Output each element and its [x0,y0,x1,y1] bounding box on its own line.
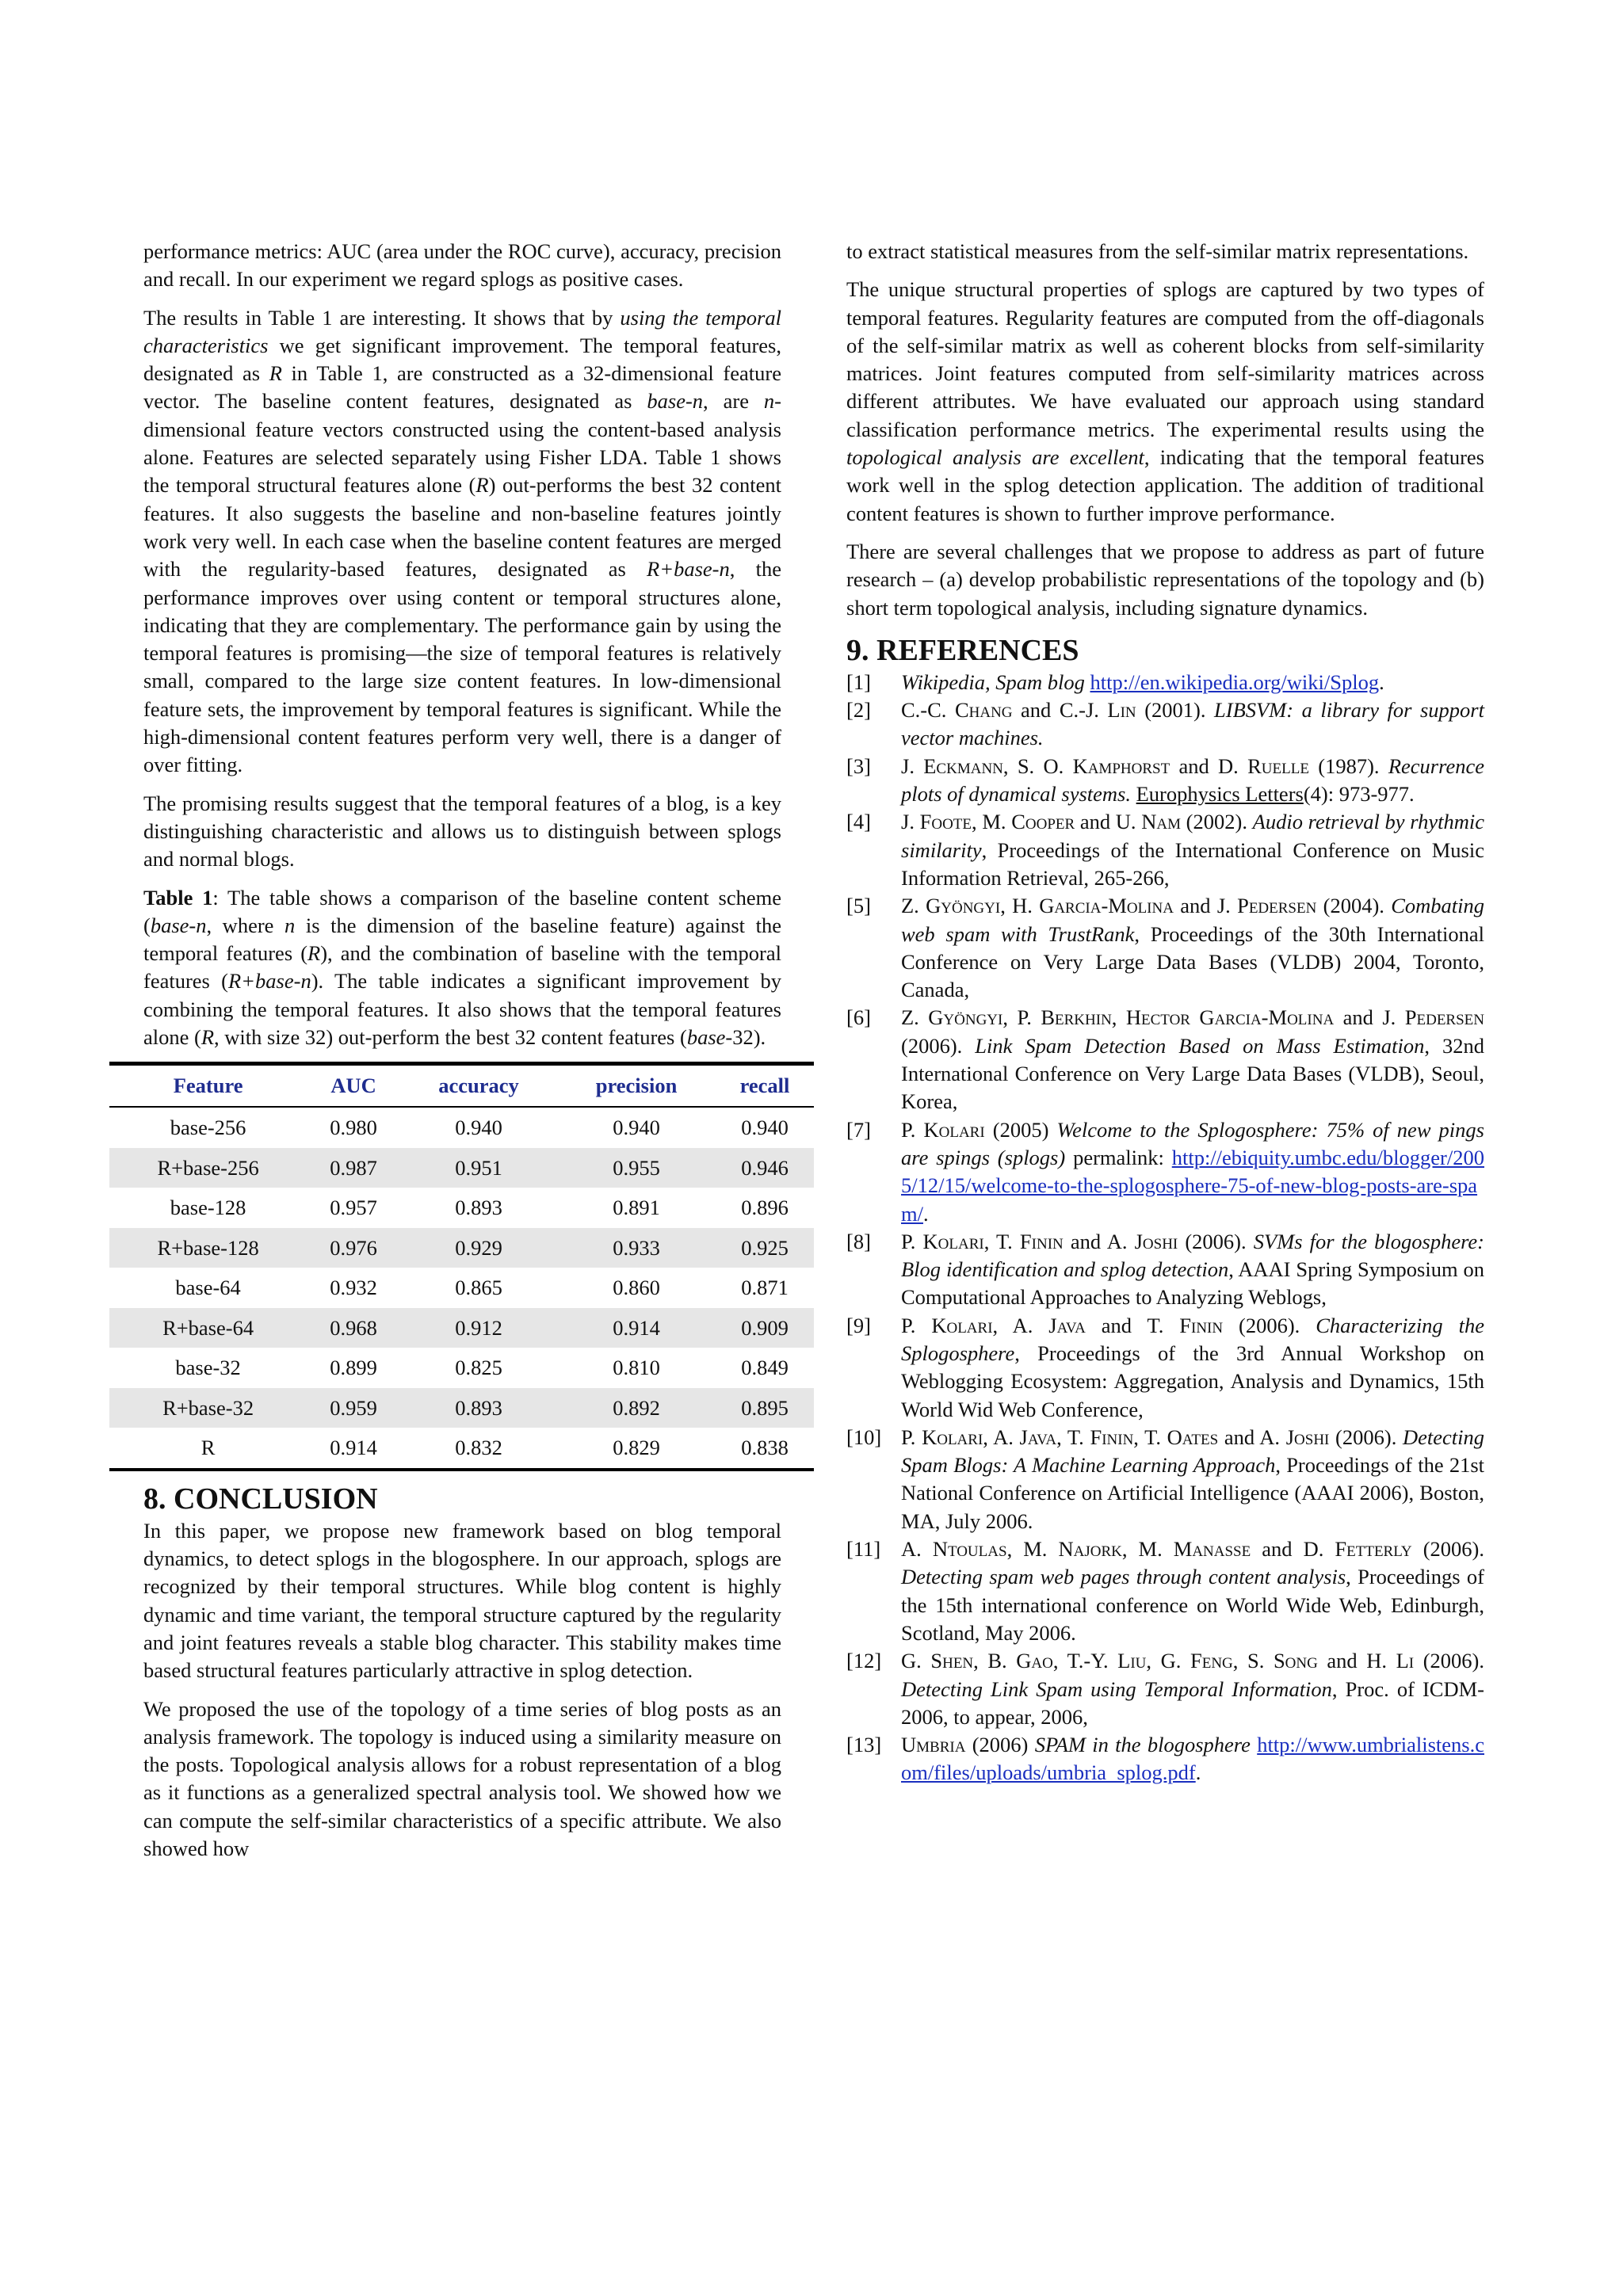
emphasis: R+base-n [647,557,730,582]
ref-number: [2] [846,698,871,723]
reference-7 [846,1116,1484,1228]
author: Pedersen [1237,894,1317,918]
reference-9 [846,1312,1484,1424]
table-row [109,1268,814,1308]
cell: R [200,1436,216,1460]
text: , [1111,1005,1126,1030]
author: Manasse [1173,1537,1251,1562]
results-table [109,1062,814,1471]
text: J. [901,810,920,834]
ref-number: [7] [846,1117,871,1142]
text: ). The table indicates a significant improvement by combining the temporal features. It also shows that the temporal features alone ( [143,969,782,1050]
text: and D. [1251,1537,1335,1562]
cell: 0.940 [455,1116,502,1140]
reference-13 [846,1731,1484,1787]
text: (2006). [1414,1649,1484,1673]
table-caption [143,884,781,1052]
text: and U. [1075,810,1142,834]
text: and H. [1317,1649,1396,1673]
table-header-row [109,1064,814,1108]
text: to extract statistical measures from the self-similar matrix representations. [846,239,1469,263]
author: Ruelle [1247,753,1309,778]
text: , M. [1121,1537,1174,1562]
ref-body [901,1228,1484,1312]
cell: 0.893 [455,1196,502,1220]
text: In this paper, we propose new framework based on blog temporal dynamics, to detect splogs in the blogosphere. In our approach, splogs are recognized by their temporal structures. While blog content is highly dynamic and time variant, the temporal structure captured by the regularity and joint features reveals a stable blog character. This stability makes time based structural features particularly attractive in splog detection. [143,1518,781,1683]
text: Z. [901,894,926,918]
cell: base-32 [175,1356,241,1380]
cell: 0.951 [400,1148,557,1188]
text: , Proceedings of the International Conference on Music Information Retrieval, 265-266, [901,837,1484,890]
ref-number: [4] [846,810,871,834]
text: , T.-Y. [1052,1649,1118,1673]
author: Eckmann [923,753,1003,778]
ref-link[interactable]: http://en.wikipedia.org/wiki/Splog [1090,669,1380,694]
reference-4 [846,808,1484,892]
journal-name: Europhysics Letters [1136,782,1304,807]
author: Nam [1141,810,1181,834]
reference-1 [846,669,1484,696]
emphasis: R [475,473,489,498]
text: , S. O. [1002,753,1073,778]
cell: 0.849 [741,1356,789,1380]
text: (2001). [1136,698,1214,723]
text: , 32nd International Conference on Very Large Data Bases (VLDB), Seoul, Korea, [901,1033,1485,1114]
cell: base-256 [170,1116,246,1140]
table-row [109,1107,814,1148]
ref-title: SPAM in the blogosphere [1034,1733,1251,1757]
reference-10 [846,1424,1484,1535]
text: We proposed the use of the topology of a time series of blog posts as an analysis framework. The topology is induced using a similarity measure on the posts. Topological analysis allows for a robust representation of a blog as it functions as a generalized spectral analysis tool. We showed how we can compute the self-similar characteristics of a specific attribute. We also showed how [143,1696,781,1861]
text: and T. [1085,1313,1180,1337]
cell: 0.865 [455,1276,502,1300]
text: , where [206,913,285,937]
ref-title: Characterizing the Splogosphere [901,1313,1484,1365]
author: Kolari [931,1313,993,1337]
text: , B. [973,1649,1017,1673]
cell: 0.838 [741,1436,789,1460]
text: The unique structural properties of splogs are captured by two types of temporal features. Regularity features are computed from the off-diagonals of the self-similar matrix as well as coherent blocks from self-similarity matrices. Joint features computed from self-similarity matrices across different attributes. We have evaluated our approach using standard classification performance metrics. The experimental results using the [846,277,1484,441]
emphasis: R [200,1025,215,1050]
text: , A. [992,1313,1049,1337]
author: Gyöngyi [928,1005,1003,1030]
ref-number: [8] [846,1229,871,1253]
emphasis: base-n [150,913,207,937]
text: , indicating that the temporal features work well in the splog detection application. The addition of traditional content features is shown to further improve performance. [846,445,1484,525]
author: Li [1396,1649,1415,1673]
cell: 0.912 [400,1308,557,1348]
reference-list [846,669,1484,1787]
text: , A. [983,1425,1020,1449]
cell: 0.925 [716,1228,814,1268]
ref-body [901,892,1484,1004]
text: (2006). [1178,1229,1254,1253]
cell: R+base-256 [109,1148,307,1188]
paragraph-conclusion-2 [143,1695,781,1863]
text: (2006). [1223,1313,1316,1337]
text: There are several challenges that we propose to address as part of future research – (a) develop probabilistic representations of the topology and (b) short term topological analysis, including signature dynamics. [846,539,1484,620]
text: , M. [1006,1537,1059,1562]
text: : The table shows a comparison of the baseline content scheme ( [143,885,781,937]
table-row [109,1388,814,1428]
text: (2006). [901,1033,976,1058]
text: (2005) [984,1117,1057,1142]
cell: 0.860 [613,1276,660,1300]
emphasis: R [307,941,321,966]
author: Foote [919,810,972,834]
ref-title: Recurrence plots of dynamical systems. [901,753,1484,807]
cell: R+base-32 [109,1388,307,1428]
text: (4): 973-977. [1303,782,1415,807]
ref-body [901,1731,1484,1787]
cell: base-128 [170,1196,246,1220]
emphasis: R [269,361,282,386]
table-row [109,1428,814,1470]
author: Hector Garcia-Molina [1125,1005,1335,1030]
ref-title: Detecting spam web pages through content analysis [901,1565,1346,1589]
ref-body [901,1004,1484,1116]
text: P. [901,1425,922,1449]
paragraph-promising [143,790,781,874]
text: , Proc. of ICDM-2006, to appear, 2006, [901,1676,1484,1729]
ref-title: Detecting Link Spam using Temporal Information [901,1676,1332,1701]
ref-body [901,1535,1484,1647]
text: G. [901,1649,931,1673]
table-row [109,1348,814,1388]
text: P. [901,1117,924,1142]
ref-body [901,1116,1484,1228]
cell: 0.929 [400,1228,557,1268]
author: Umbria [901,1733,966,1757]
ref-number: [6] [846,1005,871,1030]
author: Liu [1117,1649,1147,1673]
author: Song [1273,1649,1318,1673]
cell: 0.825 [455,1356,502,1380]
table-row [109,1188,814,1228]
text: and A. [1218,1425,1286,1449]
author: Shen [930,1649,974,1673]
author: Ntoulas [932,1537,1007,1562]
emphasis: base [686,1025,726,1050]
text: -dimensional feature vectors constructed using the content-based analysis alone. Features are selected separately using Fisher LDA. Table 1 shows the temporal structural features alone ( [143,389,781,498]
author: Java [1019,1425,1057,1449]
ref-link[interactable]: http://www.umbrialistens.com/files/uploads/umbria_splog.pdf [901,1733,1484,1785]
cell: 0.893 [400,1388,557,1428]
ref-title: Detecting Spam Blogs: A Machine Learning Approach [901,1425,1485,1478]
ref-body [901,753,1484,809]
text: , Proceedings of the 21st National Conference on Artificial Intelligence (AAAI 2006), Boston, MA, July 2006. [901,1453,1484,1533]
emphasis: base-n [647,389,704,414]
cell: 0.892 [557,1388,716,1428]
header-precision: precision [595,1074,678,1098]
text: , H. [1000,894,1040,918]
cell: 0.895 [716,1388,814,1428]
paragraph-extract [846,238,1484,265]
text [1251,1733,1257,1756]
paragraph-metrics [143,238,781,294]
emphasis: R+base-n [227,969,311,994]
ref-body [901,1312,1484,1424]
text: , Proceedings of the 15th international conference on World Wide Web, Edinburgh, Scotland, May 2006. [901,1565,1484,1645]
ref-number: [13] [846,1733,882,1757]
text: , G. [1146,1649,1190,1673]
ref-body [901,669,1484,696]
text: and J. [1334,1005,1405,1030]
reference-2 [846,696,1484,753]
text: C.-C. [901,698,955,723]
cell: 0.957 [330,1196,377,1220]
text: P. [901,1313,932,1337]
cell: 0.940 [613,1116,660,1140]
table-row [109,1148,814,1188]
emphasis: n [763,389,775,414]
text: (2002). [1181,810,1253,834]
text: ) out-performs the best 32 content features. It also suggests the baseline and non-baseline features jointly work very well. In each case when the baseline content features are merged with the regularity-based features, designated as [143,473,781,582]
ref-number: [11] [846,1537,881,1562]
ref-number: [5] [846,894,871,918]
author: Najork [1058,1537,1122,1562]
author: Feng [1190,1649,1233,1673]
text: in Table 1, are constructed as a 32-dimensional feature vector. The baseline content features, designated as [143,361,781,414]
author: Berkhin [1041,1005,1112,1030]
text: P. [901,1229,923,1253]
cell: 0.980 [330,1116,377,1140]
cell: 0.946 [716,1148,814,1188]
text: J. [901,753,924,778]
table-row [109,1228,814,1268]
ref-body [901,696,1484,753]
text: -32). [725,1025,766,1050]
text: and J. [1173,894,1238,918]
author: Joshi [1134,1229,1178,1253]
text: , are [703,389,764,414]
paragraph-challenges [846,538,1484,622]
author: Finin [1179,1313,1224,1337]
author: Gao [1016,1649,1053,1673]
text: , M. [972,810,1012,834]
left-column [143,238,790,1873]
text: , AAAI Spring Symposium on Computational Approaches to Analyzing Weblogs, [901,1257,1484,1310]
text: (2006) [965,1733,1035,1757]
cell: 0.829 [613,1436,660,1460]
text: , with size 32) out-perform the best 32 content features ( [214,1025,687,1050]
author: Kolari [922,1229,984,1253]
header-recall: recall [739,1074,790,1098]
author: Finin [1090,1425,1134,1449]
text: permalink: [1065,1145,1172,1169]
header-feature: Feature [173,1074,243,1098]
ref-title: Audio retrieval by rhythmic similarity [901,810,1484,862]
cell: 0.932 [330,1276,377,1300]
author: Oates [1167,1425,1219,1449]
reference-3 [846,753,1484,809]
caption-label: Table 1 [143,885,213,910]
emphasis: using the temporal characteristics [143,305,781,357]
cell: 0.909 [716,1308,814,1348]
text: (2006). [1329,1425,1403,1449]
cell: 0.933 [557,1228,716,1268]
ref-title: Welcome to the Splogosphere: 75% of new pings are spings (splogs) [901,1117,1484,1169]
ref-number: [9] [846,1313,871,1337]
author: Chang [954,698,1013,723]
text: Z. [901,1005,929,1030]
text: The promising results suggest that the temporal features of a blog, is a key distinguishing characteristic and allows us to distinguish between splogs and normal blogs. [143,791,781,871]
ref-number: [12] [846,1649,882,1673]
ref-number: [3] [846,753,871,778]
text: is the dimension of the baseline feature) against the temporal features ( [143,913,781,966]
table-row [109,1308,814,1348]
cell: 0.914 [330,1436,377,1460]
cell: 0.832 [455,1436,502,1460]
text: (1987). [1308,753,1388,778]
ref-title: SVMs for the blogosphere: Blog identification and splog detection [901,1229,1484,1282]
ref-body [901,1647,1484,1731]
author: Lin [1107,698,1136,723]
emphasis: n [285,913,296,937]
ref-title: LIBSVM: a library for support vector machines. [901,698,1484,750]
text: . [922,1201,929,1226]
author: Joshi [1285,1425,1330,1449]
cell: 0.987 [307,1148,400,1188]
cell: 0.940 [741,1116,789,1140]
cell: 0.955 [557,1148,716,1188]
cell: 0.871 [741,1276,789,1300]
text: ), and the combination of baseline with the temporal features ( [143,941,781,994]
header-accuracy: accuracy [438,1074,519,1098]
ref-body [901,808,1484,892]
cell: R+base-64 [109,1308,307,1348]
text: , Proceedings of the 3rd Annual Workshop on Weblogging Ecosystem: Aggregation, Analysis and Dynamics, 15th World Wid Web Conference, [901,1341,1484,1421]
text: , T. [1133,1425,1167,1449]
paragraph-structural [846,276,1484,528]
author: Java [1048,1313,1086,1337]
ref-number: [1] [846,669,871,694]
cell: 0.914 [557,1308,716,1348]
cell: 0.810 [613,1356,660,1380]
text: we get significant improvement. The temporal features, designated as [143,333,781,386]
cell: 0.968 [307,1308,400,1348]
references-heading: 9. REFERENCES [846,633,1079,667]
right-column [846,238,1484,1787]
text: , Proceedings of the 30th International Conference on Very Large Data Bases (VLDB) 2004, Toronto, Canada, [901,921,1484,1002]
author: Kolari [922,1425,983,1449]
conclusion-heading: 8. CONCLUSION [143,1482,378,1516]
author: Garcia-Molina [1039,894,1174,918]
author: Fetterly [1335,1537,1412,1562]
ref-body [901,1424,1484,1535]
ref-title: Wikipedia, Spam blog [901,669,1085,694]
ref-number: [10] [846,1425,882,1449]
cell: R+base-128 [109,1228,307,1268]
text: , the performance improves over using content or temporal structures alone, indicating that they are complementary. The performance gain by using the temporal features is promising—the size of temporal features is relatively small, compared to the large size content features. In low-dimensional feature sets, the improvement by temporal features is significant. While the high-dimensional content features perform very well, there is a danger of over fitting. [143,557,782,777]
text: . [1195,1760,1201,1785]
ref-link[interactable]: http://ebiquity.umbc.edu/blogger/2005/12/15/welcome-to-the-splogosphere-75-of-new-blog-posts-are-spam/ [901,1145,1484,1226]
cell: 0.896 [741,1196,789,1220]
text: (2006). [1411,1537,1484,1562]
text: . [1379,669,1384,694]
text: and A. [1063,1229,1135,1253]
text: and D. [1170,753,1248,778]
author: Pedersen [1404,1005,1485,1030]
cell: 0.976 [307,1228,400,1268]
text: (2004). [1316,894,1392,918]
text: The results in Table 1 are interesting. It shows that by [143,305,621,330]
ref-title: Link Spam Detection Based on Mass Estimation [975,1033,1425,1058]
cell: 0.899 [330,1356,377,1380]
cell: 0.891 [613,1196,660,1220]
reference-6 [846,1004,1484,1116]
author: Cooper [1011,810,1075,834]
emphasis: topological analysis are excellent [846,445,1144,470]
text: , T. [983,1229,1020,1253]
reference-8 [846,1228,1484,1312]
header-auc: AUC [330,1074,376,1098]
reference-5 [846,892,1484,1004]
text: and C.-J. [1012,698,1108,723]
text: , T. [1056,1425,1090,1449]
paragraph-results [143,304,781,780]
cell: base-64 [175,1276,241,1300]
text [1131,782,1136,806]
reference-11 [846,1535,1484,1647]
author: Kamphorst [1072,753,1170,778]
author: Kolari [923,1117,985,1142]
author: Gyöngyi [926,894,1001,918]
paragraph-conclusion-1 [143,1517,781,1685]
text: A. [901,1537,933,1562]
reference-12 [846,1647,1484,1731]
text: , S. [1232,1649,1274,1673]
ref-title: Combating web spam with TrustRank [901,894,1485,946]
author: Finin [1019,1229,1064,1253]
text: , P. [1002,1005,1041,1030]
text: performance metrics: AUC (area under the ROC curve), accuracy, precision and recall. In our experiment we regard splogs as positive cases. [143,239,781,292]
cell: 0.959 [307,1388,400,1428]
